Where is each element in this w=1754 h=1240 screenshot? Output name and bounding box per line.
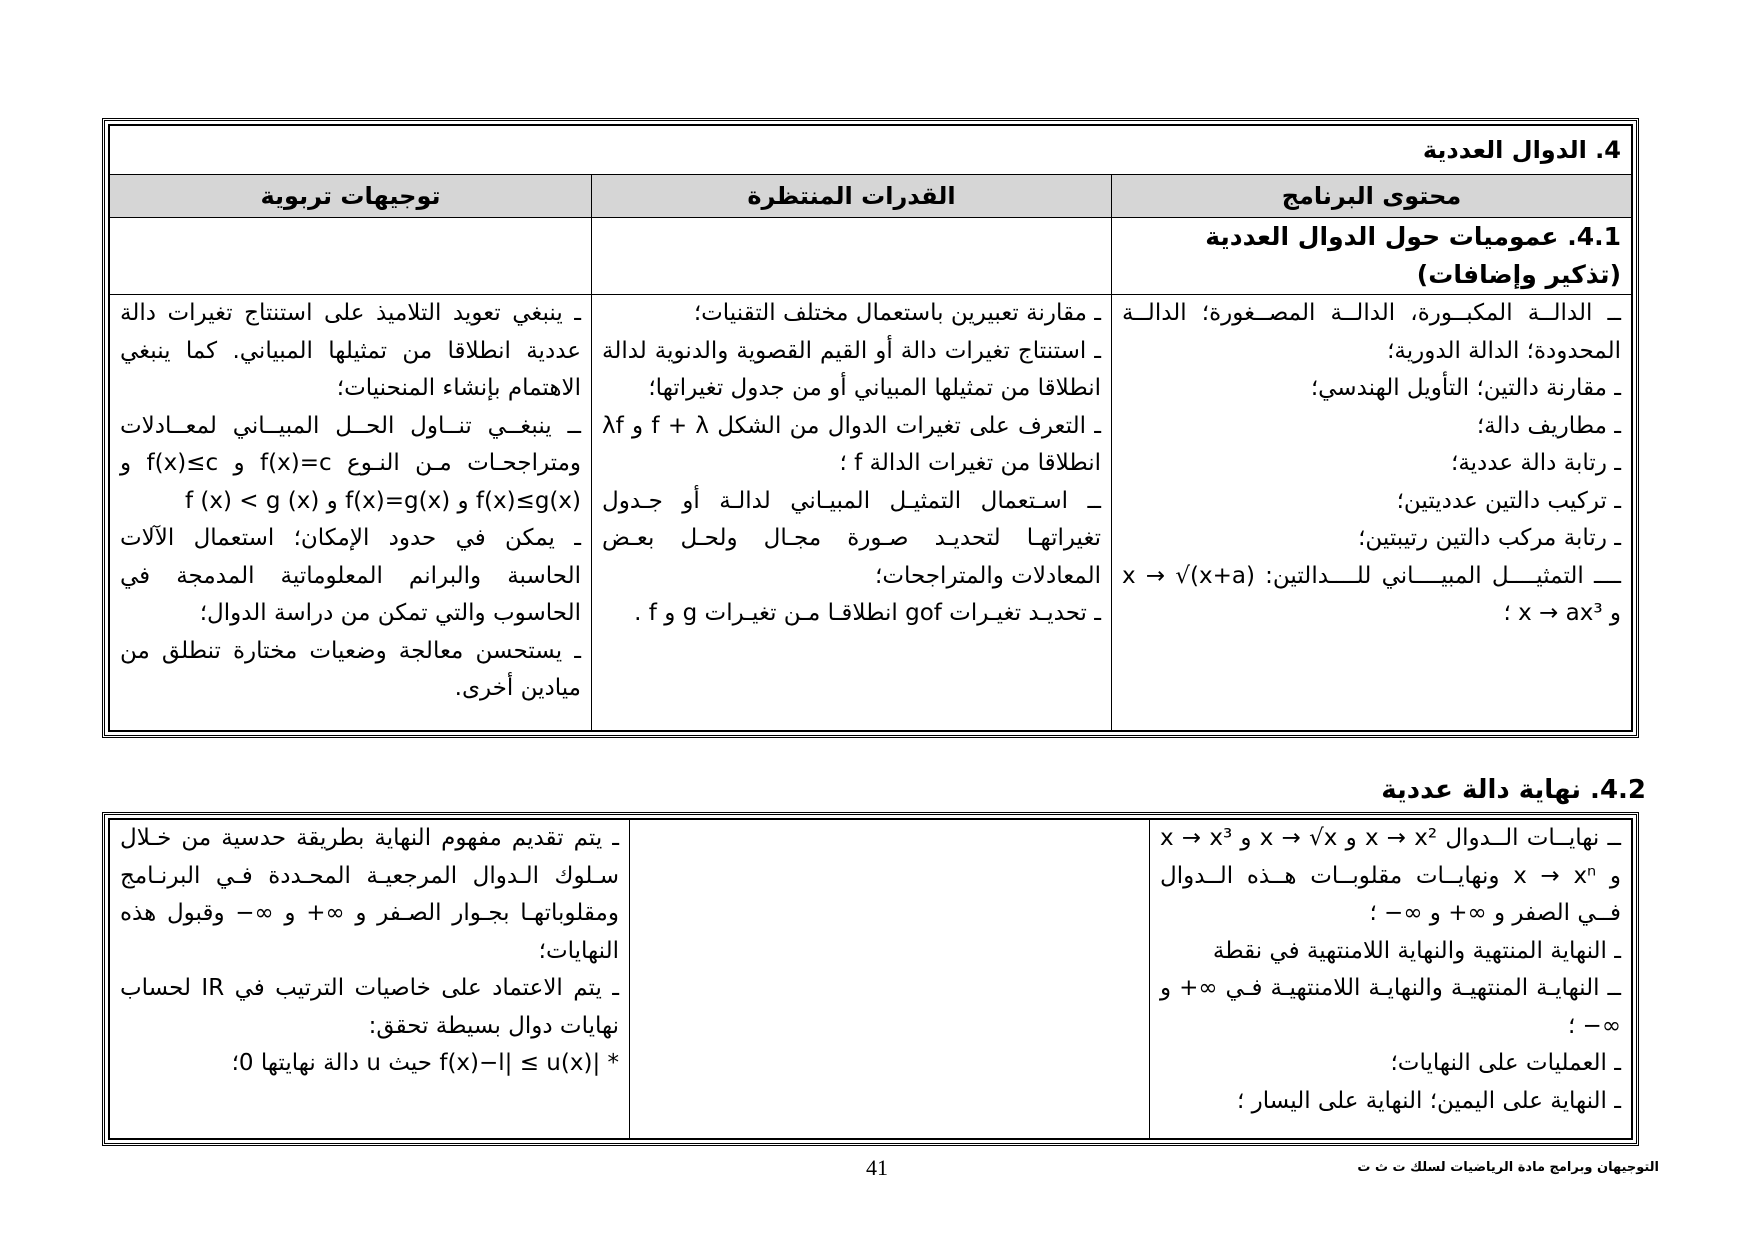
- page-number: 41: [866, 1155, 888, 1180]
- list-item: ـ يمكن في حدود الإمكان؛ استعمال الآلات الحاسبة والبرانم المعلوماتية المدمجة في الحاسوب والتي تمكن من دراسة الدوال؛: [120, 525, 581, 626]
- list-item: ــ اسـتعمال التمثيـل المبيـاني لدالـة أو جـدول تغيراتهـا لتحديـد صـورة مجـال ولحـل بعـض المعادلات والمتراجحات؛: [602, 487, 1101, 589]
- list-item: ـ مقارنة دالتين؛ التأويل الهندسي؛: [1310, 375, 1621, 401]
- section1-title: 4. الدوال العددية: [110, 126, 1632, 175]
- list-item: ـ رتابة مركب دالتين رتيبتين؛: [1358, 525, 1621, 551]
- list-item: ـ يتم الاعتماد على خاصيات الترتيب في IR لحساب نهايات دوال بسيطة تحقق:: [120, 975, 619, 1039]
- list-item: ــ ينبغــي تنــاول الحــل المبيــاني لمعــادلات ومتراجحـات مـن النـوع f(x)=c و f(x)≤c و f(x)≤g(x) و f(x)=g(x) و f (x) < g (x): [120, 412, 582, 514]
- section2-title: 4.2. نهاية دالة عددية: [1381, 775, 1646, 805]
- list-item: ـ النهاية على اليمين؛ النهاية على اليسار ؛: [1237, 1087, 1621, 1114]
- list-item: ـ استنتاج تغيرات دالة أو القيم القصوية والدنوية لدالة انطلاقا من تمثيلها المبياني أو من جدول تغيراتها؛: [602, 337, 1101, 401]
- list-item: ــــ التمثيــــل المبيــــاني للــــدالتين: x → √(x+a) و x → ax³ ؛: [1122, 562, 1621, 626]
- header-guidance: توجيهات تربوية: [110, 175, 592, 218]
- empty-cell: [110, 218, 592, 295]
- list-item: ـ تركيب دالتين عدديتين؛: [1396, 487, 1621, 514]
- list-item: ـ رتابة دالة عددية؛: [1451, 450, 1621, 476]
- list-item: ــ الدالــة المكبــورة، الدالــة المصــغورة؛ الدالــة المحدودة؛ الدالة الدورية؛: [1122, 300, 1621, 364]
- list-item: ـ التعرف على تغيرات الدوال من الشكل f + λ و λf انطلاقا من تغيرات الدالة f ؛: [602, 412, 1101, 476]
- list-item: ـ مقارنة تعبيرين باستعمال مختلف التقنيات؛: [693, 300, 1101, 326]
- list-item: ـ النهاية المنتهية والنهاية اللامنتهية في نقطة: [1212, 937, 1621, 964]
- section2-frame: [102, 812, 1639, 1146]
- guidance-cell: [110, 295, 592, 731]
- abilities-cell: [630, 820, 1150, 1139]
- list-item: * |f(x)−l| ≤ u(x) حيث u دالة نهايتها 0؛: [231, 1050, 619, 1076]
- subsection-title-cell: [1112, 218, 1632, 295]
- subsection-title: 4.1. عموميات حول الدوال العددية (تذكير وإضافات): [1205, 222, 1621, 289]
- list-item: ــ النهايـة المنتهيـة والنهايـة اللامنتهيـة فـي ∞+ و ∞− ؛: [1160, 975, 1621, 1039]
- list-item: ـ يتم تقديم مفهوم النهاية بطريقة حدسية من خـلال سـلوك الـدوال المرجعيـة المحـددة فـي البرنـامج ومقلوباتهـا بجـوار الصـفر و ∞+ و ∞− وقبول هذه النهايات؛: [120, 825, 619, 964]
- list-item: ـ تحديـد تغيـرات gof انطلاقـا مـن تغيـرات g و f .: [634, 600, 1101, 626]
- list-item: ـ يستحسن معالجة وضعيات مختارة تنطلق من ميادين أخرى.: [120, 637, 581, 701]
- section2-table: [109, 819, 1632, 1139]
- abilities-cell: [592, 295, 1112, 731]
- list-item: ـ مطاريف دالة؛: [1476, 412, 1621, 439]
- section1-table: [109, 125, 1632, 731]
- guidance-cell: [110, 820, 630, 1139]
- list-item: ـ العمليات على النهايات؛: [1390, 1050, 1621, 1076]
- header-abilities: القدرات المنتظرة: [592, 175, 1112, 218]
- content-cell: [1112, 295, 1632, 731]
- empty-cell: [592, 218, 1112, 295]
- list-item: ـ ينبغي تعويد التلاميذ على استنتاج تغيرات دالة عددية انطلاقا من تمثيلها المبياني. كما ينبغي الاهتمام بإنشاء المنحنيات؛: [120, 300, 581, 401]
- section1-frame: [102, 118, 1639, 738]
- list-item: ــ نهايــات الــدوال x → x² و x → √x و x → x³ و x → xⁿ ونهايــات مقلوبــات هــذه الــدوال فــي الصفر و ∞+ و ∞− ؛: [1160, 825, 1622, 926]
- footer-caption: التوجيهان وبرامج مادة الرياضيات لسلك ت ث ت: [1357, 1160, 1659, 1175]
- content-cell: [1150, 820, 1632, 1139]
- header-content: محتوى البرنامج: [1112, 175, 1632, 218]
